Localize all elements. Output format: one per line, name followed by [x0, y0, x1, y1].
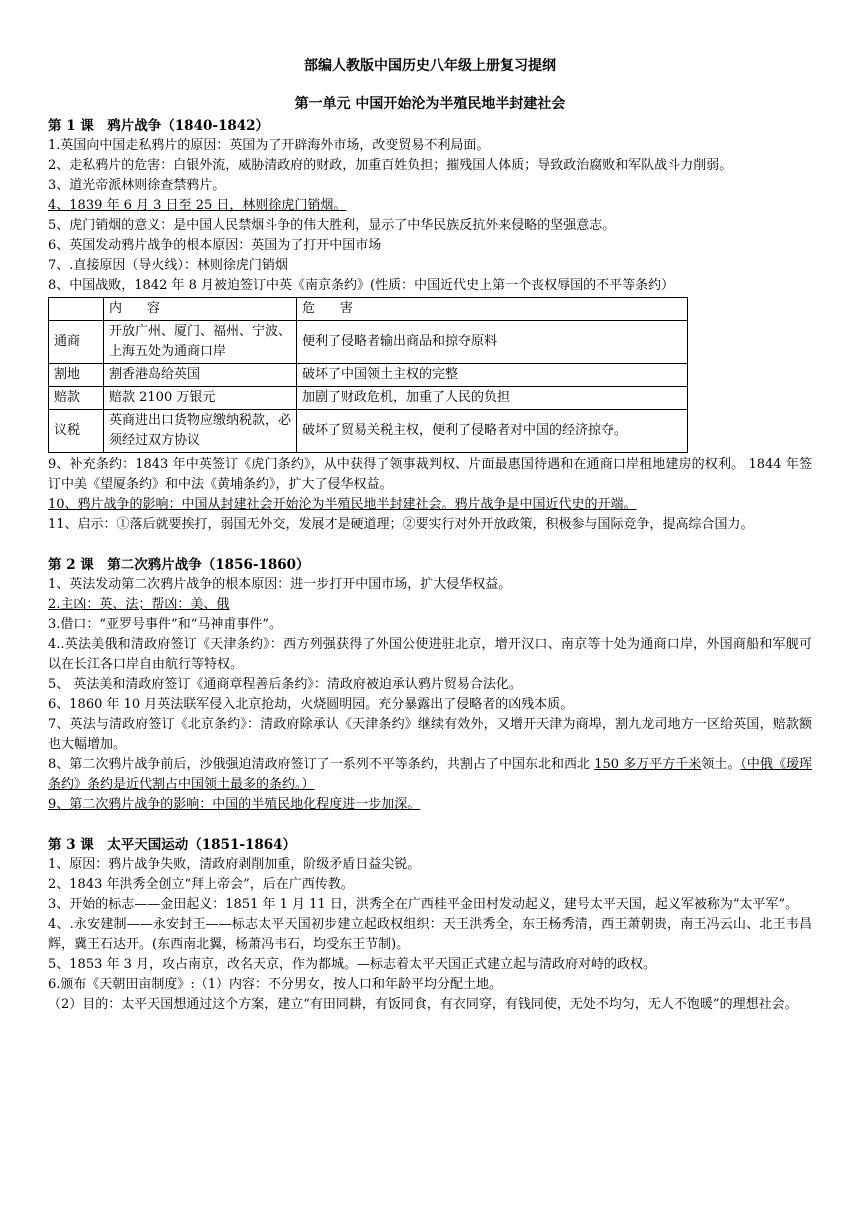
table-row [49, 364, 688, 387]
section-spacer [48, 815, 812, 835]
lesson-2-point-7: 7、英法与清政府签订《北京条约》：清政府除承认《天津条约》继续有效外，又增开天津为商埠，割九龙司地方一区给英国，赔款额也大幅增加。 [48, 717, 812, 752]
lesson-1-point-4 [48, 196, 812, 216]
nanjing-treaty-table [48, 297, 688, 453]
lesson-1-point-2: 2、走私鸦片的危害：白银外流，威胁清政府的财政，加重百姓负担；摧残国人体质；导致政治腐败和军队战斗力削弱。 [48, 158, 733, 173]
document-page [48, 56, 812, 1015]
lesson-2-point-2 [48, 595, 812, 615]
lesson-1-point-10-text: 10、鸦片战争的影响：中国从封建社会开始沦为半殖民地半封建社会。鸦片战争是中国近代史的开端。 [48, 497, 637, 512]
table-cell: 英商进出口货物应缴纳税款，必须经过双方协议 [104, 410, 297, 453]
lesson-3-point-7: （2）目的：太平天国想通过这个方案，建立“有田同耕，有饭同食，有衣同穿，有钱同使，无处不均匀，无人不饱暖”的理想社会。 [48, 997, 798, 1012]
lesson-2-point-4: 4..英法美俄和清政府签订《天津条约》：西方列强获得了外国公使进驻北京，增开汉口、南京等十处为通商口岸，外国商船和军舰可以在长江各口岸自由航行等特权。 [48, 637, 812, 672]
lesson-1-section [48, 116, 812, 535]
lesson-2-point-8 [48, 755, 812, 795]
table-cell: 破坏了贸易关税主权，便利了侵略者对中国的经济掠夺。 [297, 410, 688, 453]
lesson-3-point-6: 6.颁布《天朝田亩制度》:（1）内容：不分男女，按人口和年龄平均分配土地。 [48, 977, 503, 992]
lesson-1-point-9: 9、补充条约：1843 年中英签订《虎门条约》，从中获得了领事裁判权、片面最惠国待遇和在通商口岸租地建房的权利。 1844 年签订中美《望厦条约》和中法《黄埔条约》，扩大了侵华权益。 [48, 457, 812, 492]
lesson-3-section [48, 835, 812, 1015]
table-header-cell: 危 害 [297, 298, 688, 321]
table-cell: 割香港岛给英国 [104, 364, 297, 387]
table-cell: 议税 [49, 410, 104, 453]
lesson-2-point-8-text: 8、第二次鸦片战争前后，沙俄强迫清政府签订了一系列不平等条约，共割占了中国东北和西北 [48, 757, 595, 772]
lesson-1-point-7: 7、.直接原因（导火线）：林则徐虎门销烟 [48, 258, 288, 273]
unit-title: 第一单元 中国开始沦为半殖民地半封建社会 [294, 96, 566, 112]
lesson-1-point-6: 6、英国发动鸦片战争的根本原因：英国为了打开中国市场 [48, 238, 382, 253]
table-cell: 加剧了财政危机，加重了人民的负担 [297, 387, 688, 410]
lesson-1-point-3: 3、道光帝派林则徐查禁鸦片。 [48, 178, 226, 193]
lesson-2-point-2-text: 2.主凶：英、法；帮凶：美、俄 [48, 597, 230, 612]
lesson-2-point-9-text: 9、第二次鸦片战争的影响：中国的半殖民地化程度进一步加深。 [48, 797, 421, 812]
table-cell: 赔款 2100 万银元 [104, 387, 297, 410]
lesson-2-point-8-area: 150 多万平方千米 [594, 757, 702, 772]
table-cell: 破坏了中国领土主权的完整 [297, 364, 688, 387]
table-row [49, 410, 688, 453]
lesson-2-point-9 [48, 795, 812, 815]
lesson-1-title: 第 1 课 鸦片战争（1840-1842） [48, 118, 270, 134]
table-header-cell: 内 容 [104, 298, 297, 321]
lesson-2-section [48, 555, 812, 815]
lesson-2-point-5: 5、 英法美和清政府签订《通商章程善后条约》：清政府被迫承认鸦片贸易合法化。 [48, 677, 522, 692]
table-cell: 便利了侵略者输出商品和掠夺原料 [297, 321, 688, 364]
table-cell: 通商 [49, 321, 104, 364]
lesson-3-point-5: 5、1853 年 3 月，攻占南京，改名天京，作为都城。—标志着太平天国正式建立起与清政府对峙的政权。 [48, 957, 657, 972]
lesson-2-point-1: 1、英法发动第二次鸦片战争的根本原因：进一步打开中国市场，扩大侵华权益。 [48, 577, 512, 592]
lesson-1-point-10 [48, 495, 812, 515]
lesson-3-point-3: 3、开始的标志——金田起义：1851 年 1 月 11 日，洪秀全在广西桂平金田村发动起义，建号太平天国，起义军被称为“太平军”。 [48, 897, 799, 912]
lesson-1-point-11: 11、启示：①落后就要挨打，弱国无外交，发展才是硬道理；②要实行对外开放政策，积极参与国际竞争，提高综合国力。 [48, 517, 754, 532]
lesson-3-point-2: 2、1843 年洪秀全创立“拜上帝会”，后在广西传教。 [48, 877, 354, 892]
table-header-cell [49, 298, 104, 321]
lesson-2-point-6: 6、1860 年 10 月英法联军侵入北京抢劫，火烧圆明园。充分暴露出了侵略者的凶残本质。 [48, 697, 574, 712]
table-cell: 割地 [49, 364, 104, 387]
lesson-2-point-3: 3.借口：“亚罗号事件”和“马神甫事件”。 [48, 617, 282, 632]
lesson-1-point-4-text: 4、1839 年 6 月 3 日至 25 日，林则徐虎门销烟。 [48, 198, 347, 213]
table-header-row [49, 298, 688, 321]
lesson-2-point-8-text-end: 领土。 [701, 757, 741, 772]
lesson-3-point-4: 4、.永安建制——永安封王——标志太平天国初步建立起政权组织：天王洪秀全，东王杨秀清，西王萧朝贵，南王冯云山、北王韦昌辉，冀王石达开。(东西南北翼，杨萧冯韦石，均受东王节制)。 [48, 917, 812, 952]
table-row [49, 321, 688, 364]
lesson-3-title: 第 3 课 太平天国运动（1851-1864） [48, 837, 297, 853]
table-row [49, 387, 688, 410]
lesson-1-point-1: 1.英国向中国走私鸦片的原因：英国为了开辟海外市场，改变贸易不利局面。 [48, 138, 490, 153]
lesson-3-point-1: 1、原因：鸦片战争失败，清政府剥削加重，阶级矛盾日益尖锐。 [48, 857, 421, 872]
document-title: 部编人教版中国历史八年级上册复习提纲 [304, 58, 556, 74]
lesson-1-point-5: 5、虎门销烟的意义：是中国人民禁烟斗争的伟大胜利，显示了中华民族反抗外来侵略的坚强意志。 [48, 218, 616, 233]
lesson-1-point-8: 8、中国战败，1842 年 8 月被迫签订中英《南京条约》(性质：中国近代史上第一个丧权辱国的不平等条约） [48, 278, 675, 293]
section-spacer [48, 535, 812, 555]
table-cell: 赔款 [49, 387, 104, 410]
table-cell: 开放广州、厦门、福州、宁波、上海五处为通商口岸 [104, 321, 297, 364]
lesson-2-title: 第 2 课 第二次鸦片战争（1856-1860） [48, 557, 310, 573]
lesson-2-point-8-note: （中俄《瑷珲条约》条约是近代割占中国领土最多的条约。） [48, 757, 812, 792]
